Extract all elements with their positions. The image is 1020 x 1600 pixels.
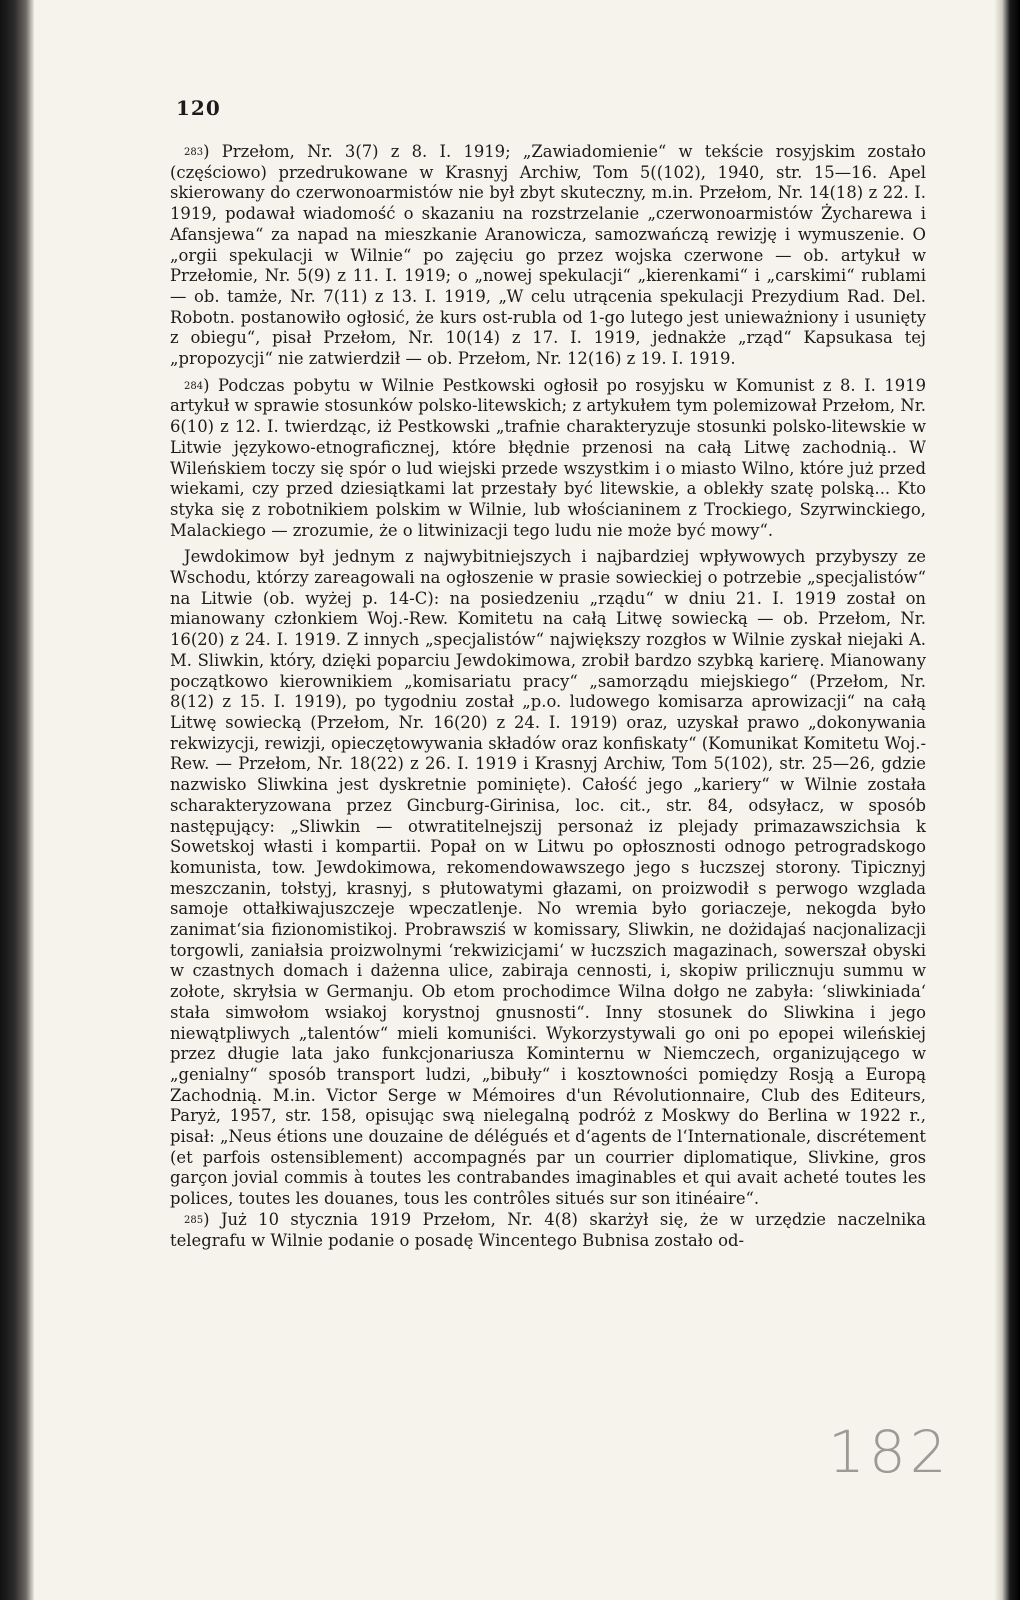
paragraph-text: Już 10 stycznia 1919 Przełom, Nr. 4(8) skarżył się, że w urzędzie naczelnika telegrafu w Wilnie podanie o posadę Wincentego Bubnisa zostało od-: [170, 1209, 926, 1250]
footnote-284: $^{284}$) Podczas pobytu w Wilnie Pestkowski ogłosił po rosyjsku w Komunist z 8. I. 1919 artykuł w sprawie stosunków polsko-litewskich; z artykułem tym polemizował Przełom, Nr. 6(10) z 12. I. twierdząc, iż Pestkowski „trafnie charakteryzuje stosunki polsko-litewskie w Litwie językowo-etnograficznej, które błędnie przenosi na całą Litwę zachodnią.. W Wileńskiem toczy się spór o lud wiejski przede wszystkim i o miasto Wilno, które już przed wiekami, czy przed dziesiątkami lat przestały być litewskie, a oblekły szatę polską... Kto styka się z robotnikiem polskim w Wilnie, lub włościaninem z Trockiego, Szyrwinckiego, Malackiego — zrozumie, że o litwinizacji tego ludu nie może być mowy“.: [170, 375, 926, 540]
footnote-number: 284: [184, 380, 204, 392]
paragraph-text: Podczas pobytu w Wilnie Pestkowski ogłosił po rosyjsku w Komunist z 8. I. 1919 artykuł w sprawie stosunków polsko-litewskich; z artykułem tym polemizował Przełom, Nr. 6(10) z 12. I. twierdząc, iż Pestkowski „trafnie charakteryzuje stosunki polsko-litewskie w Litwie językowo-etnograficznej, które błędnie przenosi na całą Litwę zachodnią.. W Wileńskiem toczy się spór o lud wiejski przede wszystkim i o miasto Wilno, które już przed wiekami, czy przed dziesiątkami lat przestały być litewskie, a oblekły szatę polską... Kto styka się z robotnikiem polskim w Wilnie, lub włościaninem z Trockiego, Szyrwinckiego, Malackiego — zrozumie, że o litwinizacji tego ludu nie może być mowy“.: [170, 375, 926, 540]
footnote-number: 283: [184, 147, 204, 158]
paragraph-text: Przełom, Nr. 3(7) z 8. I. 1919; „Zawiadomienie“ w tekście rosyjskim zostało (częściowo) przedrukowane w Krasnyj Archiw, Tom 5((102), 1940, str. 15—16. Apel skierowany do czerwonoarmistów nie był zbyt skuteczny, m.in. Przełom, Nr. 14(18) z 22. I. 1919, podawał wiadomość o skazaniu na rozstrzelanie „czerwonoarmistów Życharewa i Afansjewa“ za napad na mieszkanie Aranowicza, samozwańczą rewizję i wymuszenie. O „orgii spekulacji w Wilnie“ po zajęciu go przez wojska czerwone — ob. artykuł w Przełomie, Nr. 5(9) z 11. I. 1919; o „nowej spekulacji“ „kierenkami“ i „carskimi“ rublami — ob. tamże, Nr. 7(11) z 13. I. 1919, „W celu utrącenia spekulacji Prezydium Rad. Del. Robotn. postanowiło ogłosić, że kurs ost-rubla od 1-go lutego jest unieważniony i usunięty z obiegu“, pisał Przełom, Nr. 10(14) z 17. I. 1919, jednakże „rząd“ Kapsukasa tej „propozycji“ nie zatwierdził — ob. Przełom, Nr. 12(16) z 19. I. 1919.: [170, 142, 926, 369]
paragraph-text: Jewdokimow był jednym z najwybitniejszych i najbardziej wpływowych przybyszy ze Wschodu, którzy zareagowali na ogłoszenie w prasie sowieckiej o potrzebie „specjalistów“ na Litwie (ob. wyżej p. 14-C): na posiedzeniu „rządu“ w dniu 21. I. 1919 został on mianowany członkiem Woj.-Rew. Komitetu na całą Litwę sowiecką — ob. Przełom, Nr. 16(20) z 24. I. 1919. Z innych „specjalistów“ największy rozgłos w Wilnie zyskał niejaki A. M. Sliwkin, który, dzięki poparciu Jewdokimowa, zrobił bardzo szybką karierę. Mianowany początkowo kierownikiem „komisariatu pracy“ „samorządu miejskiego“ (Przełom, Nr. 8(12) z 15. I. 1919), po tygodniu został „p.o. ludowego komisarza aprowizacji“ na całą Litwę sowiecką (Przełom, Nr. 16(20) z 24. I. 1919) oraz, uzyskał prawo „dokonywania rekwizycji, rewizji, opieczętowywania składów oraz konfiskaty“ (Komunikat Komitetu Woj.-Rew. — Przełom, Nr. 18(22) z 26. I. 1919 i Krasnyj Archiw, Tom 5(102), str. 25—26, gdzie nazwisko Sliwkina jest dyskretnie pominięte). Całość jego „kariery“ w Wilnie została scharakteryzowana przez Gincburg-Girinisa, loc. cit., str. 84, odsyłacz, w sposób następujący: „Sliwkin — otwratitelnejszij personaż iz plejady primazawszichsia k Sowetskoj własti i kompartii. Popał on w Litwu po opłosznosti odnogo petrogradskogo komunista, tow. Jewdokimowa, rekomendowawszego jego s łuczszej storony. Tipicznyj meszczanin, tołstyj, krasnyj, s płutowatymi głazami, on proizwodił s perwogo wzglada samoje ottałkiwajuszczeje wpeczatlenje. No wremia było goriaczeje, nekogda było zanimat‘sia fizionomistikoj. Probrawsziś w komissary, Sliwkin, ne dożidajaś nacjonalizacji torgowli, zaniałsia proizwolnymi ‘rekwizicjami‘ w łuczszich magazinach, sowerszał obyski w czastnych domach i dażenna ulice, zabiraja cennosti, i, skopiw prilicznuju summu w zołote, skryłsia w Germanju. Ob etom prochodimce Wilna dołgo ne zabyła: ‘sliwkiniada‘ stała simwołom wsiakoj korystnoj gnusnosti“. Inny stosunek do Sliwkina i jego niewątpliwych „talentów“ mieli komuniści. Wykorzystywali go oni po epopei wileńskiej przez długie lata jako funkcjonariusza Kominternu w Niemczech, organizującego w „genialny“ sposób transport ludzi, „bibuły“ i kosztowności pomiędzy Rosją a Europą Zachodnią. M.in. Victor Serge w Mémoires d'un Révolutionnaire, Club des Editeurs, Paryż, 1957, str. 158, opisując swą nielegalną podróż z Moskwy do Berlina w 1922 r., pisał: „Neus étions une douzaine de délégués et d‘agents de l‘Internationale, discrétement (et parfois ostensiblement) accompagnés par un courrier diplomatique, Slivkine, gros garçon jovial commis à toutes les contrabandes imaginables et qui avait acheté toutes les polices, toutes les douanes, tous les contrôles situés sur son itinéaire“.: [170, 547, 926, 1209]
footnote-number: 285: [184, 1214, 204, 1226]
footnote-285: $^{285}$) Już 10 stycznia 1919 Przełom, Nr. 4(8) skarżył się, że w urzędzie naczelnika telegrafu w Wilnie podanie o posadę Wincentego Bubnisa zostało od-: [170, 1209, 926, 1250]
page-right-edge: [994, 0, 1020, 1600]
handwritten-page-number: 182: [828, 1418, 951, 1486]
body-paragraph: [170, 547, 926, 1210]
page-number: 120: [176, 96, 221, 120]
footnote-283: $^{283}$) Przełom, Nr. 3(7) z 8. I. 1919; „Zawiadomienie“ w tekście rosyjskim zostało (częściowo) przedrukowane w Krasnyj Archiw, Tom 5((102), 1940, str. 15—16. Apel skierowany do czerwonoarmistów nie był zbyt skuteczny, m.in. Przełom, Nr. 14(18) z 22. I. 1919, podawał wiadomość o skazaniu na rozstrzelanie „czerwonoarmistów Życharewa i Afansjewa“ za napad na mieszkanie Aranowicza, samozwańczą rewizję i wymuszenie. O „orgii spekulacji w Wilnie“ po zajęciu go przez wojska czerwone — ob. artykuł w Przełomie, Nr. 5(9) z 11. I. 1919; o „nowej spekulacji“ „kierenkami“ i „carskimi“ rublami — ob. tamże, Nr. 7(11) z 13. I. 1919, „W celu utrącenia spekulacji Prezydium Rad. Del. Robotn. postanowiło ogłosić, że kurs ost-rubla od 1-go lutego jest unieważniony i usunięty z obiegu“, pisał Przełom, Nr. 10(14) z 17. I. 1919, jednakże „rząd“ Kapsukasa tej „propozycji“ nie zatwierdził — ob. Przełom, Nr. 12(16) z 19. I. 1919.: [170, 142, 926, 369]
book-binding-edge: [0, 0, 34, 1600]
footnotes-body: [170, 142, 926, 1251]
